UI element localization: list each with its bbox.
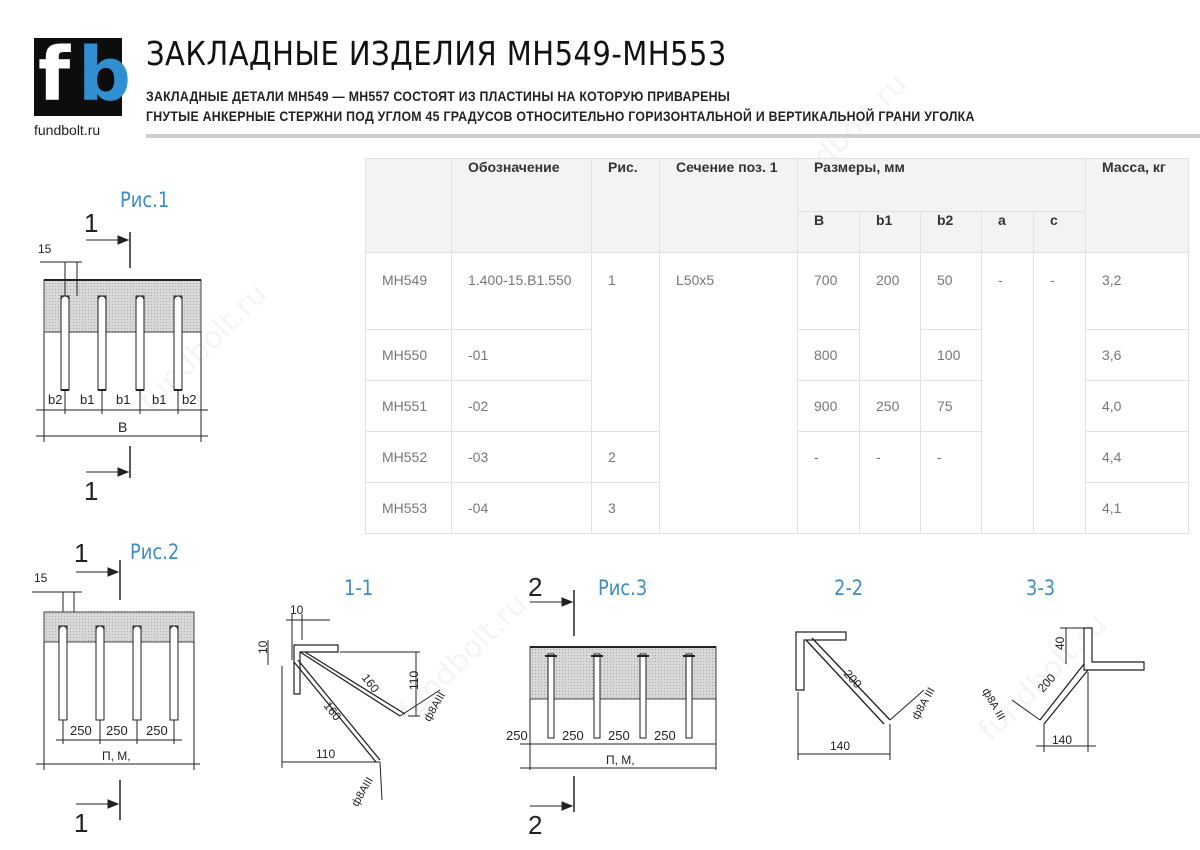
header-c: c: [1034, 212, 1086, 253]
sec11-rod: ф8АIII: [349, 775, 376, 809]
cell-b2: 75: [921, 381, 982, 432]
header-b2: b2: [921, 212, 982, 253]
fig3-dim-250: 250: [608, 728, 630, 743]
cell-b1: 250: [860, 381, 921, 432]
fig2-dim-250: 250: [106, 723, 128, 738]
sec11-dim-10-top: 10: [290, 603, 304, 617]
cell-mass: 4,4: [1086, 432, 1189, 483]
logo-b: b: [78, 32, 131, 118]
fig2-total: П, М,: [102, 749, 131, 763]
sec33-dim-40: 40: [1053, 636, 1067, 650]
subtitle-line: ЗАКЛАДНЫЕ ДЕТАЛИ МН549 — МН557 СОСТОЯТ ИЗ ПЛАСТИНЫ НА КОТОРУЮ ПРИВАРЕНЫ: [146, 88, 731, 104]
fig1-dim-b2: b2: [182, 392, 197, 407]
sec22-dim-200: 200: [840, 666, 865, 692]
fig1-dim-15: 15: [38, 242, 52, 256]
fig1-dim-B: B: [118, 419, 128, 435]
cell-b1: -: [860, 432, 921, 534]
header-B: B: [798, 212, 860, 253]
sec11-dim-160: 160: [358, 670, 383, 696]
sec11-label: 1-1: [344, 576, 374, 600]
cell-b2: -: [921, 432, 982, 534]
sec11-dim-10-left: 10: [256, 640, 270, 654]
sec22-rod: ф8А III: [909, 685, 938, 722]
fig2-drawing: [32, 538, 200, 838]
sec22-drawing: [796, 632, 938, 760]
cell-designation: -04: [452, 483, 592, 534]
cell-mass: 4,1: [1086, 483, 1189, 534]
cell-B: 700: [798, 253, 860, 330]
cell-section: L50x5: [660, 253, 798, 534]
cell-b2: 50: [921, 253, 982, 330]
sec33-dim-200: 200: [1034, 670, 1059, 696]
fig3-dim-250: 250: [562, 728, 584, 743]
sec33-dim-140: 140: [1052, 733, 1073, 747]
cell-c: -: [1034, 253, 1086, 534]
cell-B: 800: [798, 330, 860, 381]
cell-designation: -03: [452, 432, 592, 483]
cell-mass: 3,2: [1086, 253, 1189, 330]
subtitle-line: ГНУТЫЕ АНКЕРНЫЕ СТЕРЖНИ ПОД УГЛОМ 45 ГРАДУСОВ ОТНОСИТЕЛЬНО ГОРИЗОНТАЛЬНОЙ И ВЕРТИКАЛЬНОЙ ГРАНИ УГОЛКА: [146, 108, 975, 124]
cell-name: МН552: [366, 432, 452, 483]
header-section: Сечение поз. 1: [660, 159, 798, 253]
fig2-dim-250: 250: [146, 723, 168, 738]
fig1-dim-b1: b1: [80, 392, 95, 407]
cell-designation: -01: [452, 330, 592, 381]
sec11-dim-110-bottom: 110: [316, 747, 336, 761]
sec22-dim-140: 140: [830, 739, 851, 753]
fig3-cut-top: 2: [528, 572, 543, 602]
cell-name: МН550: [366, 330, 452, 381]
fig3-label: Рис.3: [598, 576, 648, 600]
cell-name: МН553: [366, 483, 452, 534]
cell-fig: 1: [592, 253, 660, 432]
header-a: a: [982, 212, 1034, 253]
fig2-dim-250: 250: [70, 723, 92, 738]
cell-name: МН551: [366, 381, 452, 432]
fig2-label: Рис.2: [130, 540, 180, 564]
cell-fig: 2: [592, 432, 660, 483]
header-designation: Обозначение: [452, 159, 592, 253]
fig1-label: Рис.1: [120, 188, 170, 212]
header-b1: b1: [860, 212, 921, 253]
cell-b1: 200: [860, 253, 921, 381]
fig1-dim-b1: b1: [116, 392, 131, 407]
cell-B: -: [798, 432, 860, 534]
cell-fig: 3: [592, 483, 660, 534]
logo-f: f: [38, 32, 65, 118]
fig1-cut-top: 1: [84, 208, 99, 238]
cell-b2: 100: [921, 330, 982, 381]
sec33-rod: ф8А III: [979, 686, 1008, 723]
cell-designation: 1.400-15.В1.550: [452, 253, 592, 330]
sec22-label: 2-2: [834, 576, 864, 600]
sec33-label: 3-3: [1026, 576, 1056, 600]
cell-B: 900: [798, 381, 860, 432]
fig2-cut-top: 1: [74, 538, 89, 568]
fig2-dim-15: 15: [34, 571, 48, 585]
fig3-dim-250: 250: [506, 728, 528, 743]
fig1-dim-b2: b2: [48, 392, 63, 407]
sec33-drawing: [979, 628, 1144, 752]
sec11-drawing: [256, 603, 448, 809]
fig3-cut-bottom: 2: [528, 810, 543, 840]
logo-caption[interactable]: fundbolt.ru: [34, 122, 101, 138]
fig1-drawing: [36, 208, 208, 506]
page-title: ЗАКЛАДНЫЕ ИЗДЕЛИЯ МН549-МН553: [146, 34, 727, 73]
fig1-cut-bottom: 1: [84, 476, 99, 506]
header-fig: Рис.: [592, 159, 660, 253]
cell-mass: 3,6: [1086, 330, 1189, 381]
sec11-dim-160: 160: [320, 698, 345, 724]
sec11-rod: ф8АIII: [421, 690, 449, 724]
fig2-cut-bottom: 1: [74, 808, 89, 838]
header-dims: Размеры, мм: [798, 159, 1086, 212]
fig3-dim-250: 250: [654, 728, 676, 743]
cell-a: -: [982, 253, 1034, 534]
cell-name: МН549: [366, 253, 452, 330]
sec11-dim-110-right: 110: [407, 670, 421, 690]
header-mass: Масса, кг: [1086, 159, 1189, 253]
fig3-drawing: [506, 572, 716, 840]
fig3-total: П, М,: [606, 753, 635, 767]
fig1-dim-b1: b1: [152, 392, 167, 407]
cell-designation: -02: [452, 381, 592, 432]
cell-mass: 4,0: [1086, 381, 1189, 432]
